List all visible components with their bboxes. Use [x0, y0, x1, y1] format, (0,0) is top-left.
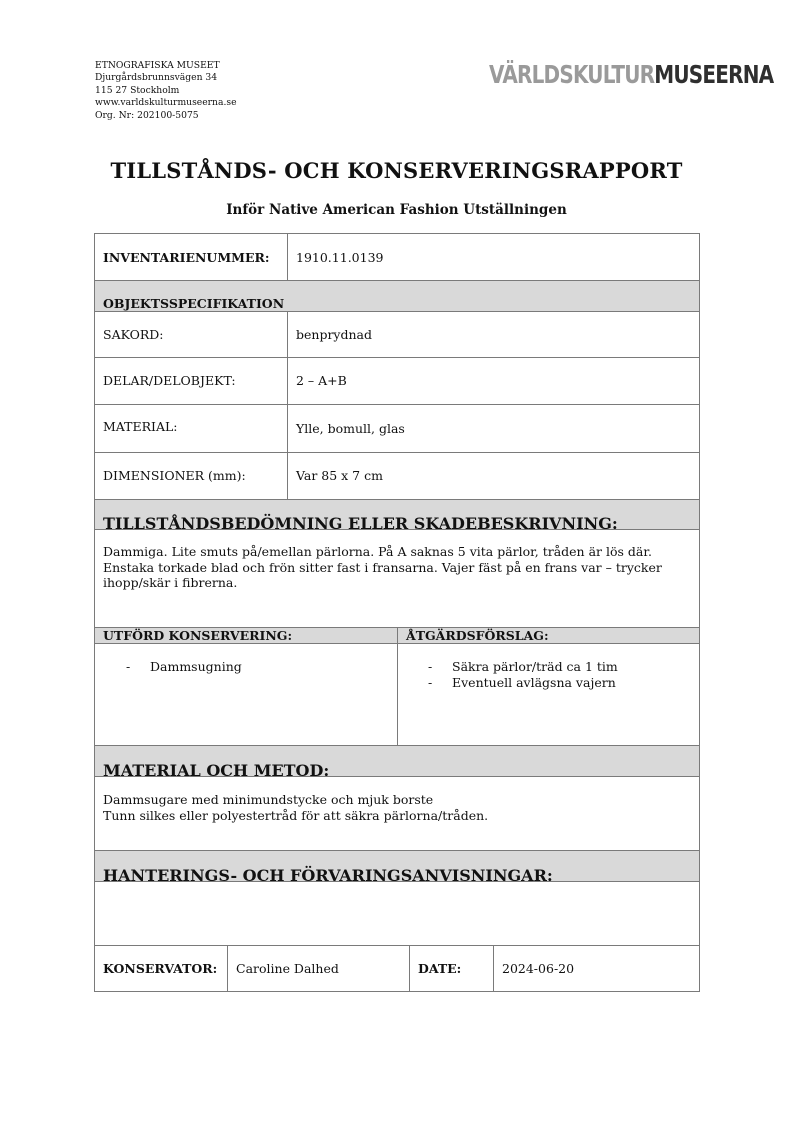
- address-line: ETNOGRAFISKA MUSEET: [95, 60, 220, 71]
- condition-heading-row: [95, 500, 699, 533]
- sakord-row: [95, 312, 699, 358]
- method-text: [103, 792, 691, 823]
- condition-heading: TILLSTÅNDSBEDÖMNING ELLER SKADEBESKRIVNING:: [103, 514, 618, 533]
- material-row: [95, 405, 699, 453]
- date-value: 2024-06-20: [502, 961, 575, 976]
- handling-heading-row: [95, 851, 699, 885]
- list-item: - Eventuell avlägsna vajern: [428, 675, 616, 690]
- actions-content-row: [95, 644, 699, 746]
- material-label: MATERIAL:: [103, 419, 178, 434]
- inventory-value: 1910.11.0139: [296, 250, 384, 265]
- date-label: DATE:: [418, 961, 462, 976]
- address-line: Djurgårdsbrunnsvägen 34: [95, 72, 218, 84]
- dimensions-value: Var 85 x 7 cm: [296, 468, 383, 483]
- list-bullet: -: [428, 659, 433, 674]
- proposal-heading: ÅTGÄRDSFÖRSLAG:: [406, 628, 549, 643]
- method-heading: MATERIAL OCH METOD:: [103, 761, 330, 780]
- handling-heading: HANTERINGS- OCH FÖRVARINGSANVISNINGAR:: [103, 866, 553, 885]
- list-bullet: -: [126, 659, 131, 674]
- inventory-label: INVENTARIENUMMER:: [103, 250, 270, 265]
- condition-text: Dammiga. Lite smuts på/emellan pärlorna. På A saknas 5 vita pärlor, tråden är lös där. Enstaka torkade blad och frön sitter fast i fransarna. Vajer fäst på en frans var – trycker ihopp/skär i fibrerna.: [103, 544, 662, 590]
- inventory-row: [95, 234, 699, 281]
- delar-label: DELAR/DELOBJEKT:: [103, 373, 236, 388]
- delar-value: 2 – A+B: [296, 373, 347, 388]
- method-heading-row: [95, 746, 699, 780]
- report-subtitle: Inför Native American Fashion Utställningen: [226, 202, 567, 218]
- address-line: www.varldskulturmuseerna.se: [95, 97, 237, 109]
- actions-heading-row: [95, 628, 699, 644]
- proposal-list: [428, 659, 618, 691]
- sakord-value: benprydnad: [296, 327, 372, 342]
- method-line: Dammsugare med minimundstycke och mjuk borste: [103, 792, 434, 807]
- report-form: [94, 233, 700, 992]
- spec-heading-row: [95, 281, 699, 312]
- spec-heading: OBJEKTSSPECIFIKATION: [103, 296, 285, 311]
- report-title: TILLSTÅNDS- OCH KONSERVERINGSRAPPORT: [110, 158, 683, 183]
- method-text-row: [95, 777, 699, 851]
- conservator-value: Caroline Dalhed: [236, 961, 339, 976]
- sakord-label: SAKORD:: [103, 327, 164, 342]
- museum-logo: [489, 60, 774, 90]
- performed-list: [126, 659, 242, 675]
- inventory-label-cell: [95, 234, 288, 280]
- list-item: - Säkra pärlor/träd ca 1 tim: [428, 659, 618, 674]
- dimensions-label: DIMENSIONER (mm):: [103, 468, 246, 483]
- method-line: Tunn silkes eller polyestertråd för att säkra pärlorna/tråden.: [103, 807, 489, 823]
- conservator-label: KONSERVATOR:: [103, 961, 218, 976]
- inventory-value-cell: [288, 234, 699, 280]
- list-bullet: -: [428, 675, 433, 690]
- logo-part-2: MUSEERNA: [654, 60, 774, 89]
- logo-part-1: VÄRLDSKULTUR: [489, 60, 655, 89]
- dimensions-row: [95, 453, 699, 500]
- material-value: Ylle, bomull, glas: [296, 421, 405, 436]
- delar-row: [95, 358, 699, 405]
- museum-address: [95, 60, 237, 122]
- performed-heading: UTFÖRD KONSERVERING:: [103, 628, 293, 643]
- handling-text-row: [95, 882, 699, 946]
- signature-row: [95, 946, 699, 992]
- address-line: 115 27 Stockholm: [95, 84, 180, 96]
- address-line: Org. Nr: 202100-5075: [95, 109, 199, 121]
- list-item: - Dammsugning: [126, 659, 242, 674]
- condition-text-row: [95, 530, 699, 628]
